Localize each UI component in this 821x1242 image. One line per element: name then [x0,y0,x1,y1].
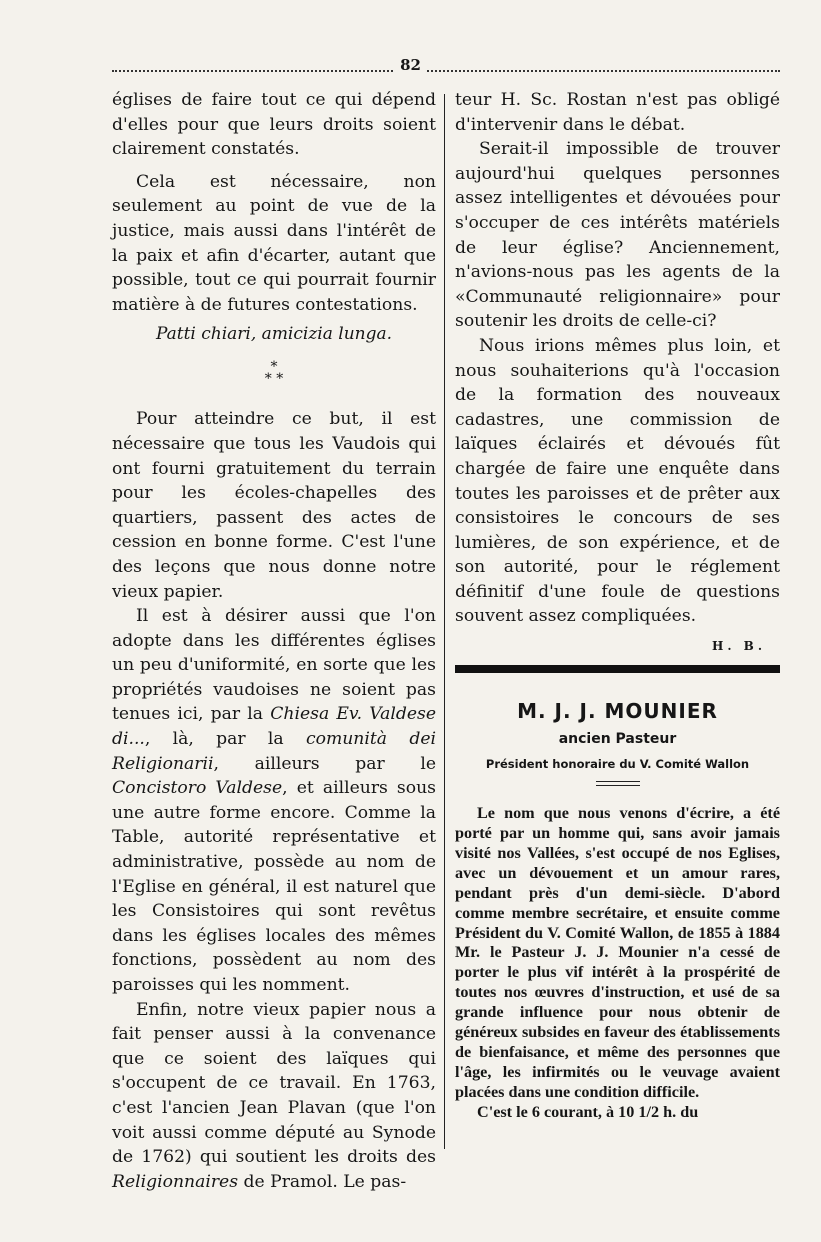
left-column [112,88,436,1194]
obituary-subtitle: ancien Pasteur [558,731,677,748]
motto: Patti chiari, amicizia lunga. [155,324,393,345]
obituary [455,699,780,1123]
p4-text-b: , là, par la [144,729,306,750]
p4-italic-3: Concistoro Valdese [112,778,283,799]
page-number-wrap [0,56,821,74]
short-rule-2 [596,785,640,786]
obituary-paragraph-2: C'est le 6 courant, à 10 1/2 h. du [477,1102,699,1121]
left-paragraph-4 [112,604,436,998]
signature: H. B. [711,639,766,654]
right-paragraph-3: Nous irions mêmes plus loin, et nous souhaiterions qu'à l'occasion de la formation des nouveaux cadastres, une commission de laïques éclairés et dévoués fût chargée de faire une enquête dans toutes les paroisses et de prêter aux consistoires le concours de ses lumières, de son expérience, et de son autorité, pour le réglement définitif d'une foule de questions souvent assez compliquées. [455,335,780,627]
asterism-bottom: * * [264,371,284,388]
obituary-role: Président honoraire du V. Comité Wallon [485,757,750,772]
p4-text-a: Il est à désirer aussi que l'on adopte dans les différentes églises un peu d'uniformité, en sorte que les propriétés vaudoises ne soient pas tenues ici, par la [112,606,436,725]
page-number: 82 [394,56,427,74]
left-paragraph-3: Pour atteindre ce but, il est nécessaire que tous les Vaudois qui ont fourni gratuitement du terrain pour les écoles-chapelles des quartiers, passent des actes de cession en bonne forme. C'est l'une des leçons que nous donne notre vieux papier. [112,409,436,602]
obituary-title: M. J. J. MOUNIER [517,699,718,724]
obituary-paragraph-1: Le nom que nous venons d'écrire, a été porté par un homme qui, sans avoir jamais visité nos Vallées, s'est occupé de nos Eglises, avec un dévouement et un amour rares, pendant près d'un demi-siècle. D'abord comme membre secrétaire, et ensuite comme Président du V. Comité Wallon, de 1855 à 1884 Mr. le Pasteur J. J. Mounier n'a cessé de porter le plus vif intérêt à la prospérité de toutes nos œuvres d'instruction, et usé de sa grande influence pour nous obtenir de généreux subsides en faveur des établissements de bienfaisance, et même des personnes que l'âge, les infirmités ou le veuvage avaient placées dans une condition difficile. [455,804,780,1101]
section-divider-bar [455,665,780,673]
p4-text-c: , ailleurs par le [213,753,436,774]
p4-italic-1: Chiesa Ev. Valdese di... [112,704,436,750]
p4-text-d: , et ailleurs sous une autre forme encore. Comme la Table, autorité représentative et administrative, possède au nom de l'Eglise en général, il est naturel que les Consistoires qui sont revêtus dans les églises locales des mêmes fonctions, possèdent au nom des paroisses qui les nomment. [112,778,436,995]
short-rule [596,781,640,782]
p5-text-b: de Pramol. Le pas- [238,1171,407,1192]
right-paragraph-2: Serait-il impossible de trouver aujourd'hui quelques personnes assez intelligentes et dévouées pour s'occuper de ces intérêts matériels de leur église? Anciennement, n'avions-nous pas les agents de la «Communauté religionnaire» pour soutenir les droits de celle-ci? [455,139,780,332]
left-paragraph-1: églises de faire tout ce qui dépend d'elles pour que leurs droits soient clairement constatés. [112,90,436,160]
p4-italic-2: comunità dei Religionarii [112,729,436,774]
p5-text-a: Enfin, notre vieux papier nous a fait penser aussi à la convenance que ce soient des laïques qui s'occupent de ce travail. En 1763, c'est l'ancien Jean Plavan (que l'on voit aussi comme député au Synode de 1762) qui soutient les droits des [112,999,436,1168]
asterism-top: * [270,359,278,376]
column-divider [444,94,445,1149]
right-paragraph-1: teur H. Sc. Rostan n'est pas obligé d'intervenir dans le débat. [455,90,780,135]
p5-italic: Religionnaires [112,1171,239,1192]
left-paragraph-2: Cela est nécessaire, non seulement au point de vue de la justice, mais aussi dans l'intérêt de la paix et afin d'écarter, autant que possible, tout ce qui pourrait fournir matière à de futures contestations. [112,171,436,315]
left-paragraph-5 [112,998,436,1195]
asterism [112,359,436,388]
right-column [455,88,780,1123]
